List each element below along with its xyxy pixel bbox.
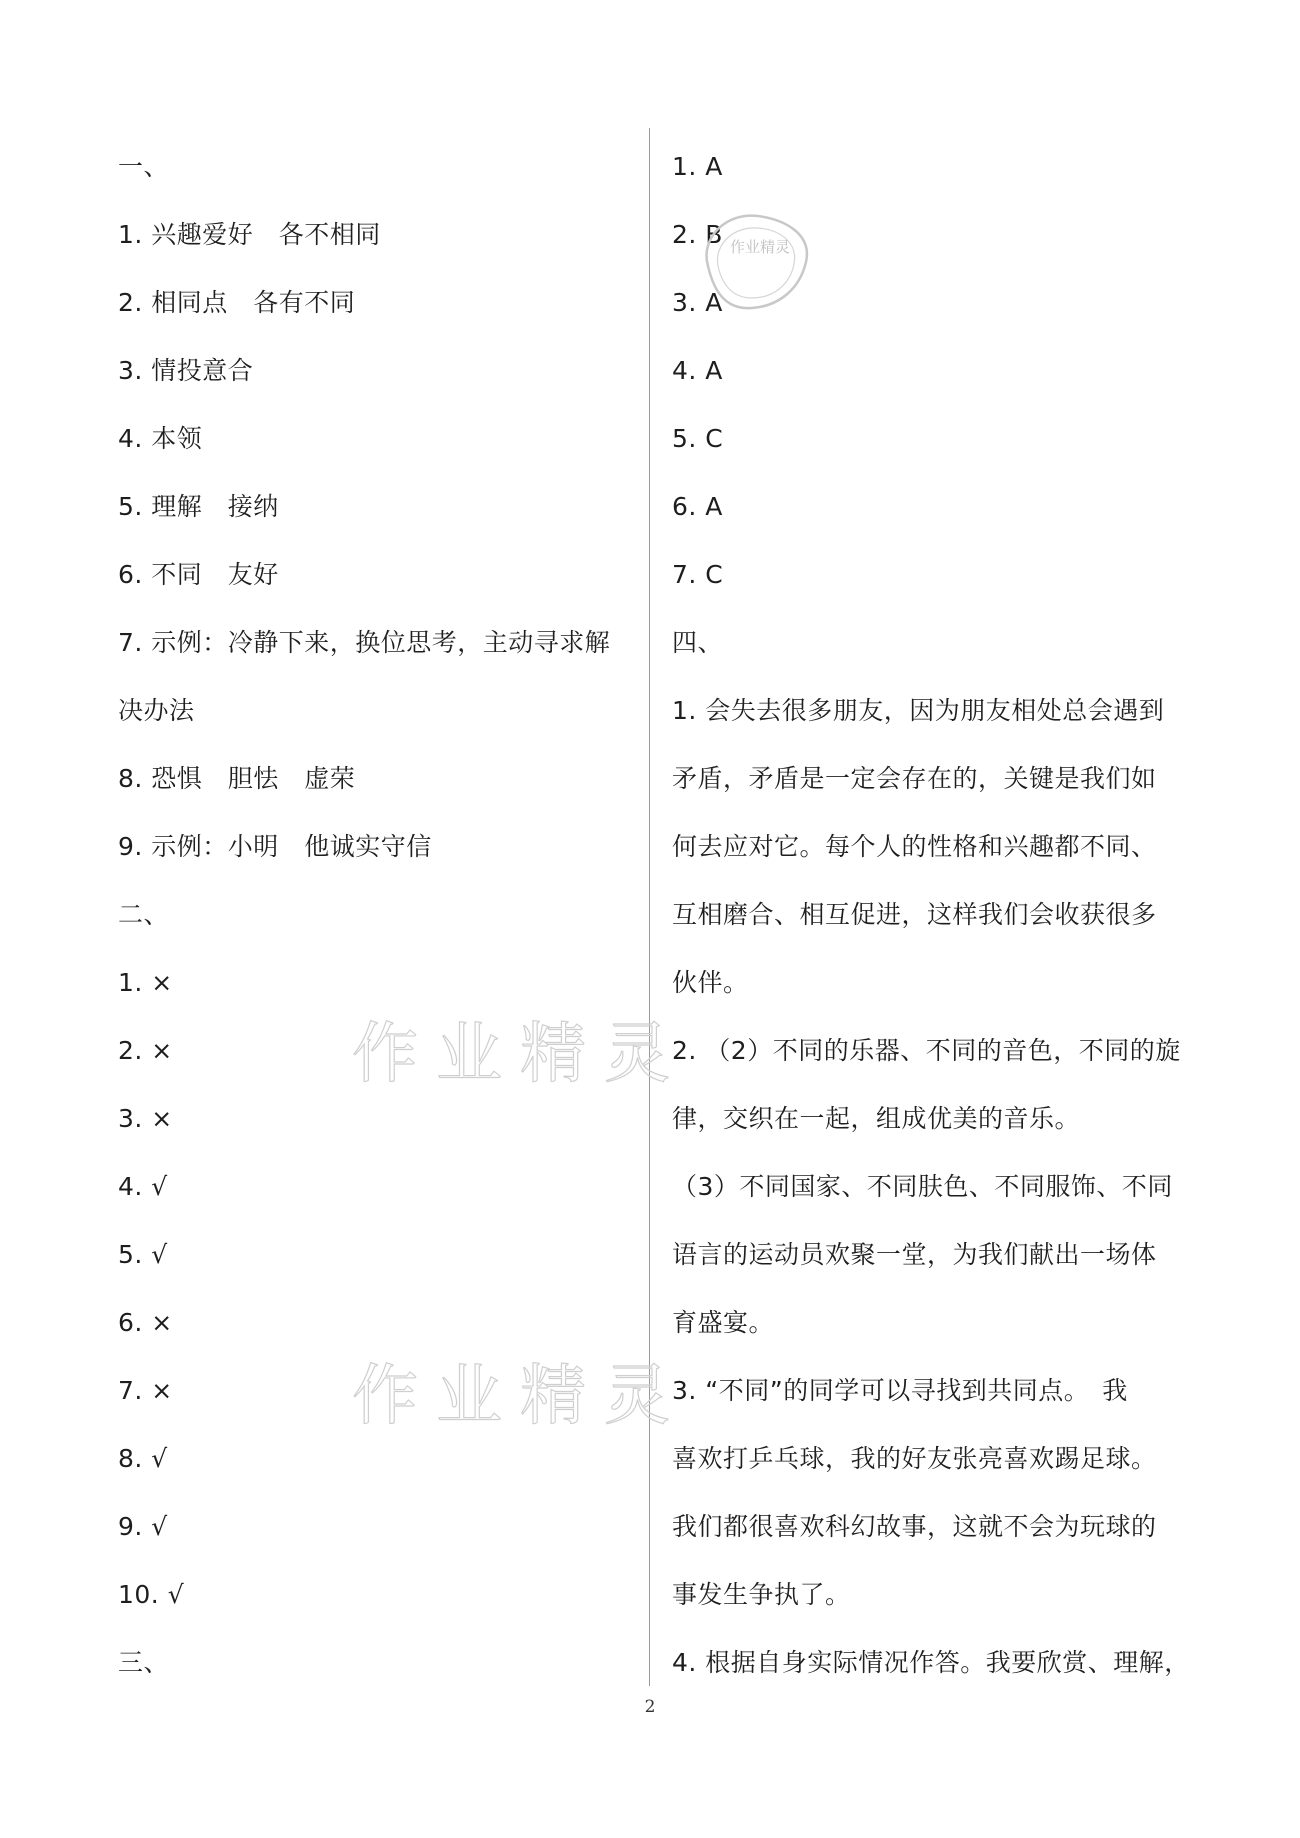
answer-line: 互相磨合、相互促进，这样我们会收获很多 (672, 900, 1157, 929)
answer-line: 我们都很喜欢科幻故事，这就不会为玩球的 (672, 1512, 1157, 1541)
answer-line: 3. “不同”的同学可以寻找到共同点。 我 (672, 1376, 1128, 1405)
answer-line: 8. √ (118, 1444, 168, 1473)
answer-line: 1. 会失去很多朋友，因为朋友相处总会遇到 (672, 696, 1165, 725)
section-heading-2: 二、 (118, 900, 170, 929)
answer-line: 4. √ (118, 1172, 168, 1201)
answer-line: 决办法 (118, 696, 195, 725)
answer-line: 事发生争执了。 (672, 1580, 851, 1609)
answer-line: 何去应对它。每个人的性格和兴趣都不同、 (672, 832, 1157, 861)
answer-line: 5. √ (118, 1240, 168, 1269)
column-divider (649, 128, 650, 1686)
answer-line: 1. A (672, 152, 723, 181)
answer-line: 7. 示例：冷静下来，换位思考，主动寻求解 (118, 628, 611, 657)
answer-line: 2. × (118, 1036, 173, 1065)
answer-line: 2. B (672, 220, 723, 249)
answer-line: 7. × (118, 1376, 173, 1405)
answer-line: 6. A (672, 492, 723, 521)
answer-line: 喜欢打乒乓球，我的好友张亮喜欢踢足球。 (672, 1444, 1157, 1473)
answer-line: 3. A (672, 288, 723, 317)
answer-line: 9. √ (118, 1512, 168, 1541)
answer-line: 3. × (118, 1104, 173, 1133)
answer-line: 5. C (672, 424, 724, 453)
answer-line: 2. 相同点 各有不同 (118, 288, 356, 317)
answer-line: 9. 示例：小明 他诚实守信 (118, 832, 432, 861)
answer-line: 7. C (672, 560, 724, 589)
section-heading-4: 四、 (672, 628, 724, 657)
answer-line: 育盛宴。 (672, 1308, 775, 1337)
answer-line: 矛盾，矛盾是一定会存在的，关键是我们如 (672, 764, 1157, 793)
answer-line: 4. 本领 (118, 424, 203, 453)
answer-line: 6. 不同 友好 (118, 560, 279, 589)
answer-line: 律，交织在一起，组成优美的音乐。 (672, 1104, 1081, 1133)
page-number: 2 (644, 1697, 656, 1717)
answer-line: 语言的运动员欢聚一堂，为我们献出一场体 (672, 1240, 1157, 1269)
answer-line: 3. 情投意合 (118, 356, 254, 385)
answer-line: 1. 兴趣爱好 各不相同 (118, 220, 381, 249)
watermark: 作业精灵 (352, 1357, 688, 1434)
answer-line: 5. 理解 接纳 (118, 492, 279, 521)
answer-line: 8. 恐惧 胆怯 虚荣 (118, 764, 356, 793)
answer-line: 2. （2）不同的乐器、不同的音色，不同的旋 (672, 1036, 1181, 1065)
answer-line: 6. × (118, 1308, 173, 1337)
section-heading-1: 一、 (118, 152, 170, 181)
watermark: 作业精灵 (352, 1015, 688, 1092)
seal-stamp-icon (696, 206, 816, 316)
answer-line: 4. A (672, 356, 723, 385)
answer-line: 伙伴。 (672, 968, 749, 997)
answer-line: 4. 根据自身实际情况作答。我要欣赏、理解， (672, 1648, 1190, 1677)
answer-line: （3）不同国家、不同肤色、不同服饰、不同 (672, 1172, 1173, 1201)
stamp-text: 作业精灵 (729, 238, 791, 256)
answer-line: 1. × (118, 968, 173, 997)
answer-line: 10. √ (118, 1580, 185, 1609)
section-heading-3: 三、 (118, 1648, 170, 1677)
